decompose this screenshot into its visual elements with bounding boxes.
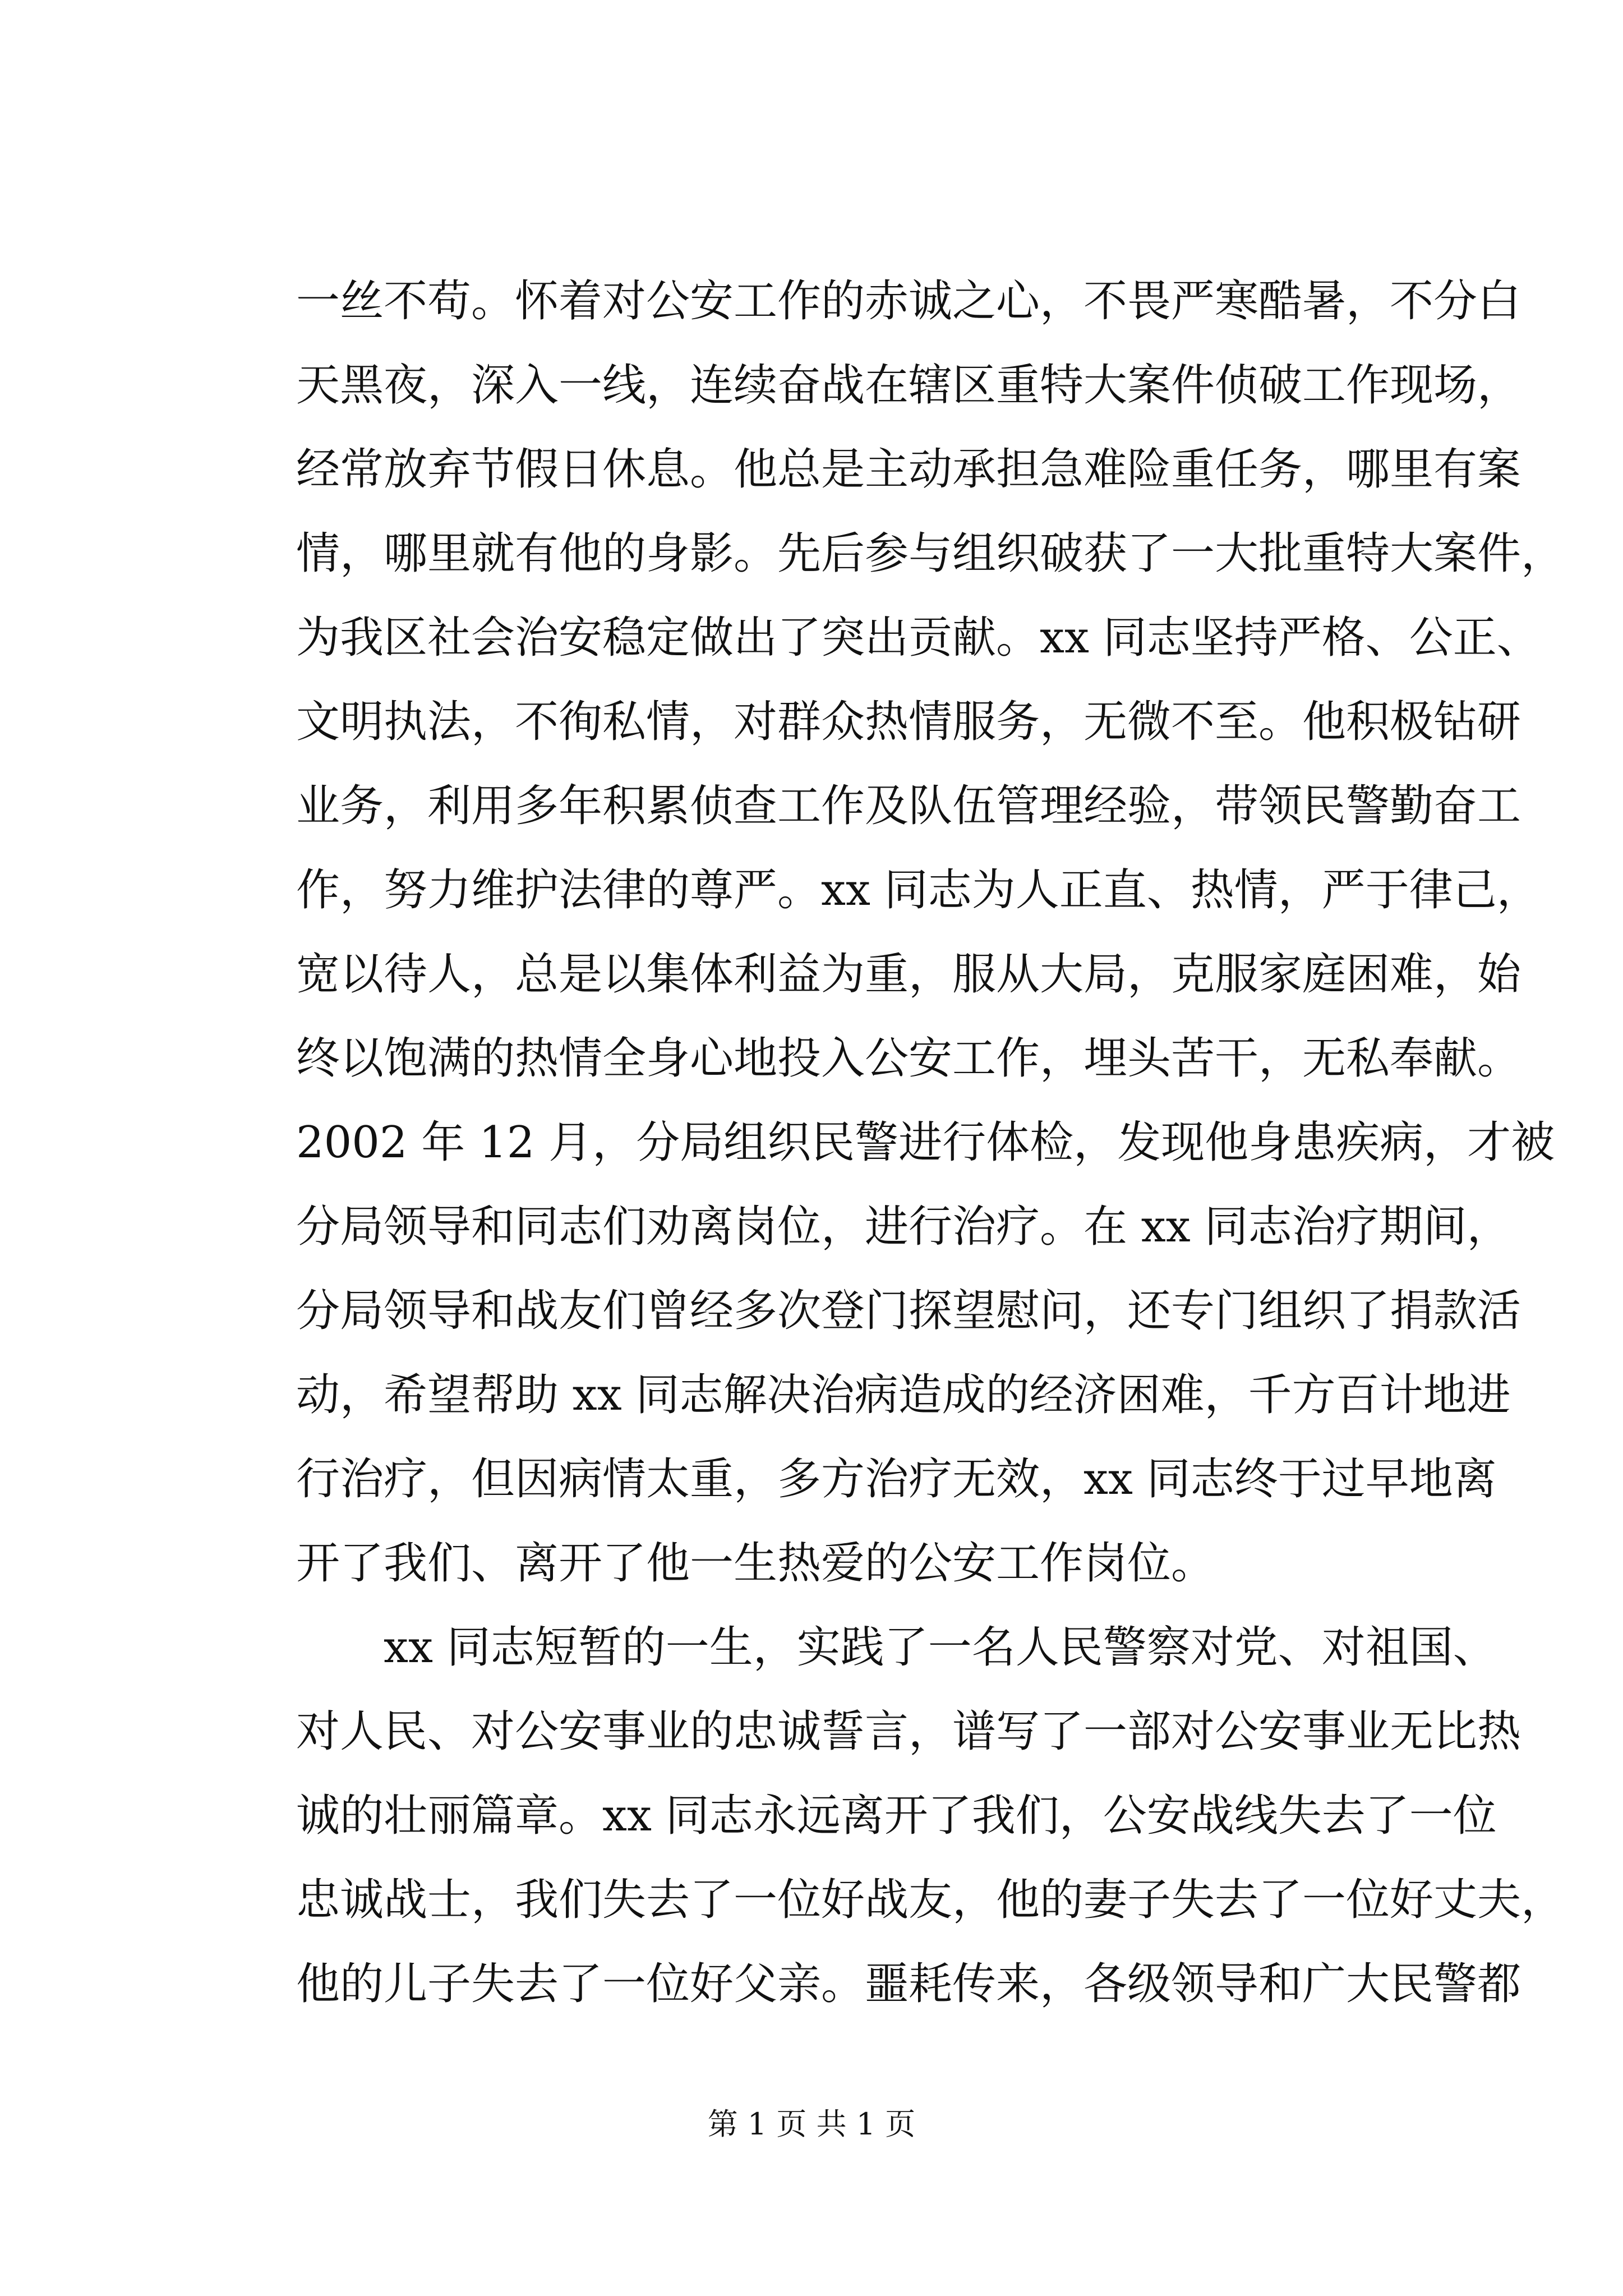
text-line: 分局领导和同志们劝离岗位，进行治疗。在 xx 同志治疗期间，: [296, 1202, 1511, 1252]
text-line: 他的儿子失去了一位好父亲。噩耗传来，各级领导和广大民警都: [296, 1959, 1521, 2009]
text-line: 一丝不苟。怀着对公安工作的赤诚之心，不畏严寒酷暑，不分白: [296, 276, 1521, 326]
text-line: 对人民、对公安事业的忠诚誓言，谱写了一部对公安事业无比热: [296, 1706, 1521, 1757]
page-number-label: 第 1 页 共 1 页: [707, 2106, 916, 2142]
body-text: [296, 259, 1565, 2026]
text-line: 文明执法，不徇私情，对群众热情服务，无微不至。他积极钻研: [296, 697, 1521, 747]
text-line: 终以饱满的热情全身心地投入公安工作，埋头苦干，无私奉献。: [296, 1033, 1521, 1084]
page-footer: [0, 2105, 1623, 2144]
text-line: 业务，利用多年积累侦查工作及队伍管理经验，带领民警勤奋工: [296, 781, 1521, 831]
text-line: 宽以待人，总是以集体利益为重，服从大局，克服家庭困难，始: [296, 949, 1521, 1000]
text-line: 忠诚战士，我们失去了一位好战友，他的妻子失去了一位好丈夫，: [296, 1875, 1565, 1925]
text-line: 动，希望帮助 xx 同志解决治病造成的经济困难，千方百计地进: [296, 1370, 1511, 1420]
text-line: 开了我们、离开了他一生热爱的公安工作岗位。: [296, 1538, 1215, 1589]
text-line: xx 同志短暂的一生，实践了一名人民警察对党、对祖国、: [384, 1622, 1497, 1673]
text-line: 诚的壮丽篇章。xx 同志永远离开了我们，公安战线失去了一位: [296, 1791, 1497, 1841]
text-line: 为我区社会治安稳定做出了突出贡献。xx 同志坚持严格、公正、: [296, 613, 1541, 663]
text-line: 天黑夜，深入一线，连续奋战在辖区重特大案件侦破工作现场，: [296, 360, 1521, 411]
text-line: 2002 年 12 月，分局组织民警进行体检，发现他身患疾病，才被: [296, 1117, 1555, 1168]
text-line: 情，哪里就有他的身影。先后参与组织破获了一大批重特大案件，: [296, 528, 1565, 579]
text-line: 分局领导和战友们曾经多次登门探望慰问，还专门组织了捐款活: [296, 1286, 1521, 1336]
text-line: 行治疗，但因病情太重，多方治疗无效，xx 同志终于过早地离: [296, 1454, 1497, 1504]
text-line: 经常放弃节假日休息。他总是主动承担急难险重任务，哪里有案: [296, 444, 1521, 495]
text-line: 作，努力维护法律的尊严。xx 同志为人正直、热情，严于律己，: [296, 865, 1541, 915]
